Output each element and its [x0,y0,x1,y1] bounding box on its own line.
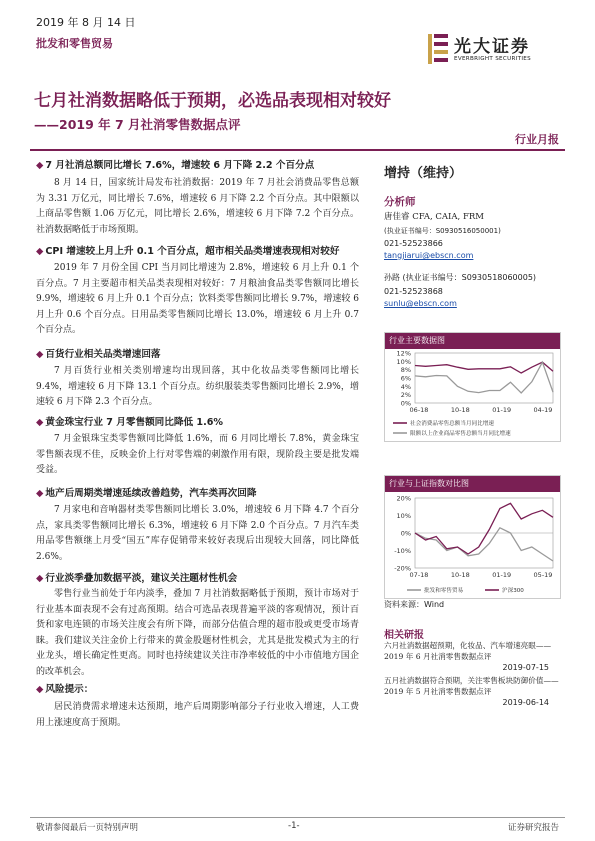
y-tick-label: 0% [400,529,411,538]
legend-label: 社会消费品零售总额当月同比增速 [410,421,494,428]
section-body: 零售行业当前处于年内淡季，叠加 7 月社消数据略低于预期，预计市场对于行业基本面表现不会有过高预期。结合可选品表现普遍平淡的客观情况，预计百货和家电连锁的市场关注度会有所下降，而部分估值合理的超市股或更受市场青睐。我们建议关注金价上行带来的黄金股题材性机会，尤其是批发模式为主的行业龙头，增长确定性更高。同时也持续建议关注市净率较低的中小市值地方国企的改革机会。 [36,589,359,677]
y-tick-label: -20% [394,564,411,573]
x-tick-label: 04-19 [533,406,553,414]
x-tick-label: 07-18 [409,571,429,579]
footer-report-label: 证券研究报告 [507,823,559,833]
chart-source: 资料来源：Wind [384,600,445,609]
y-tick-label: 8% [400,366,411,375]
x-tick-label: 10-18 [450,571,470,579]
related-reports-heading: 相关研报 [384,630,424,641]
footer-divider [30,817,565,818]
index-comparison-chart [384,475,561,599]
diamond-bullet-icon: ◆ [36,417,44,428]
logo-en-text: EVERBRIGHT SECURITIES [454,56,531,62]
chart-title: 行业主要数据图 [385,333,560,349]
x-tick-label: 10-18 [450,406,470,414]
logo-cn-text: 光大证券 [454,37,530,57]
section-heading: ◆ 风险提示： [36,684,94,695]
section-body: 8 月 14 日，国家统计局发布社消数据：2019 年 7 月社会消费品零售总额为 3.31 万亿元，同比增长 7.6%，增速较 6 月下降 2.2 个百分点。其中限额以上商品零售额 1.06 万亿元，同比增长 2.6%，增速较 6 月下降 7.2 个百分点。社消数据略低于市场预期。 [36,178,359,235]
analyst-name: 孙路 (执业证书编号：S0930518060005) [384,273,537,282]
x-tick-label: 01-19 [492,406,512,414]
series-line [415,503,553,554]
rating: 增持（维持） [384,166,463,181]
section-heading: ◆ 行业淡季叠加数据平淡，建议关注题材性机会 [36,573,238,584]
x-tick-label: 01-19 [492,571,512,579]
series-line [415,362,553,373]
report-subtitle: ——2019 年 7 月社消零售数据点评 [34,117,241,132]
section-body: 7 月家电和音响器材类零售额同比增长 3.0%，增速较 6 月下降 4.7 个百分点，家具类零售额同比增长 6.3%，增速较 6 月下降 2.0 个百分点。7 月汽车类用品零售额继上月受“国五”库存促销带来较好表现后出现较大回落，同比降低 2.6%。 [36,505,359,562]
section-body: 2019 年 7 月份全国 CPI 当月同比增速为 2.8%，增速较 6 月上升 0.1 个百分点。7 月主要超市相关品类表现相对较好：7 月粮油食品类零售额同比增长 9.9%，增速较 6 月上升 0.1 个百分点；饮料类零售额同比增长 9.7%，增速较 6 月上升 0.6 个百分点。日用品类零售额同比增长 13.0%，增速较 6 月上升 0.7 个百分点。 [36,263,359,335]
y-tick-label: 10% [396,512,411,520]
related-report-date: 2019-07-15 [502,663,549,672]
report-title: 七月社消数据略低于预期，必选品表现相对较好 [34,91,391,111]
analyst-name: 唐佳睿 CFA, CAIA, FRM [384,212,484,222]
page-number: -1- [288,821,300,831]
analyst-phone: 021-52523868 [384,287,443,296]
y-tick-label: -10% [394,547,411,555]
header-divider [30,149,565,151]
diamond-bullet-icon: ◆ [36,246,44,257]
related-report-title[interactable]: 五月社消数据符合预期，关注零售板块防御价值——2019 年 5 月社消零售数据点评 [384,676,559,696]
section-body: 7 月百货行业相关类别增速均出现回落，其中化妆品类零售额同比增长 9.4%，增速较 6 月下降 13.1 个百分点。纺织服装类零售额同比增长 2.9%，增速较 6 月下降 2.3 个百分点。 [36,366,359,407]
diamond-bullet-icon: ◆ [36,573,44,584]
industry-name: 批发和零售贸易 [36,37,113,50]
report-date: 2019 年 8 月 14 日 [36,16,136,29]
legend-label: 限额以上企业商品零售总额当月同比增速 [410,431,511,438]
y-tick-label: 4% [400,382,411,391]
diamond-bullet-icon: ◆ [36,160,44,171]
diamond-bullet-icon: ◆ [36,488,44,499]
diamond-bullet-icon: ◆ [36,349,44,360]
legend-label: 批发和零售贸易 [424,588,464,595]
chart-1-plot [385,349,560,441]
y-tick-label: 6% [400,374,411,383]
related-report-date: 2019-06-14 [502,698,549,707]
y-tick-label: 20% [396,494,411,503]
section-heading: ◆ CPI 增速较上月上升 0.1 个百分点，超市相关品类增速表现相对较好 [36,246,340,257]
x-tick-label: 06-18 [409,406,429,414]
report-type: 行业月报 [515,133,559,146]
diamond-bullet-icon: ◆ [36,684,44,695]
section-heading: ◆ 地产后周期类增速延续改善趋势，汽车类再次回降 [36,488,257,499]
section-body: 7 月金银珠宝类零售额同比降低 1.6%，而 6 月同比增长 7.8%，黄金珠宝零售额表现不佳，反映金价上行对零售端的刺激作用有限，现阶段主要是批发端受益。 [36,434,359,475]
chart-title: 行业与上证指数对比图 [385,476,560,492]
analyst-heading: 分析师 [384,196,416,208]
y-tick-label: 12% [396,349,411,358]
related-report-title[interactable]: 六月社消数据超预期，化妆品、汽车增速亮眼——2019 年 6 月社消零售数据点评 [384,641,552,661]
industry-data-chart [384,332,561,442]
plot-area [415,353,553,403]
legend-label: 沪深300 [502,588,524,595]
chart-2-plot [385,492,560,598]
section-body: 居民消费需求增速未达预期，地产后周期影响部分子行业收入增速，人工费用上涨速度高于预期。 [36,702,359,728]
x-tick-label: 05-19 [533,571,553,579]
analyst-cert: (执业证书编号：S0930516050001) [384,227,501,235]
footer-disclaimer: 敬请参阅最后一页特别声明 [36,823,139,833]
y-tick-label: 10% [396,357,411,366]
section-heading: ◆ 百货行业相关品类增速回落 [36,349,161,360]
analyst-phone: 021-52523866 [384,239,443,248]
y-tick-label: 0% [400,399,411,408]
analyst-email-link[interactable]: sunlu@ebscn.com [384,299,457,308]
section-heading: ◆ 7 月社消总额同比增长 7.6%，增速较 6 月下降 2.2 个百分点 [36,160,315,171]
y-tick-label: 2% [400,391,411,400]
analyst-email-link[interactable]: tangjiarui@ebscn.com [384,251,474,260]
company-logo [426,30,576,72]
section-heading: ◆ 黄金珠宝行业 7 月零售额同比降低 1.6% [36,417,224,428]
